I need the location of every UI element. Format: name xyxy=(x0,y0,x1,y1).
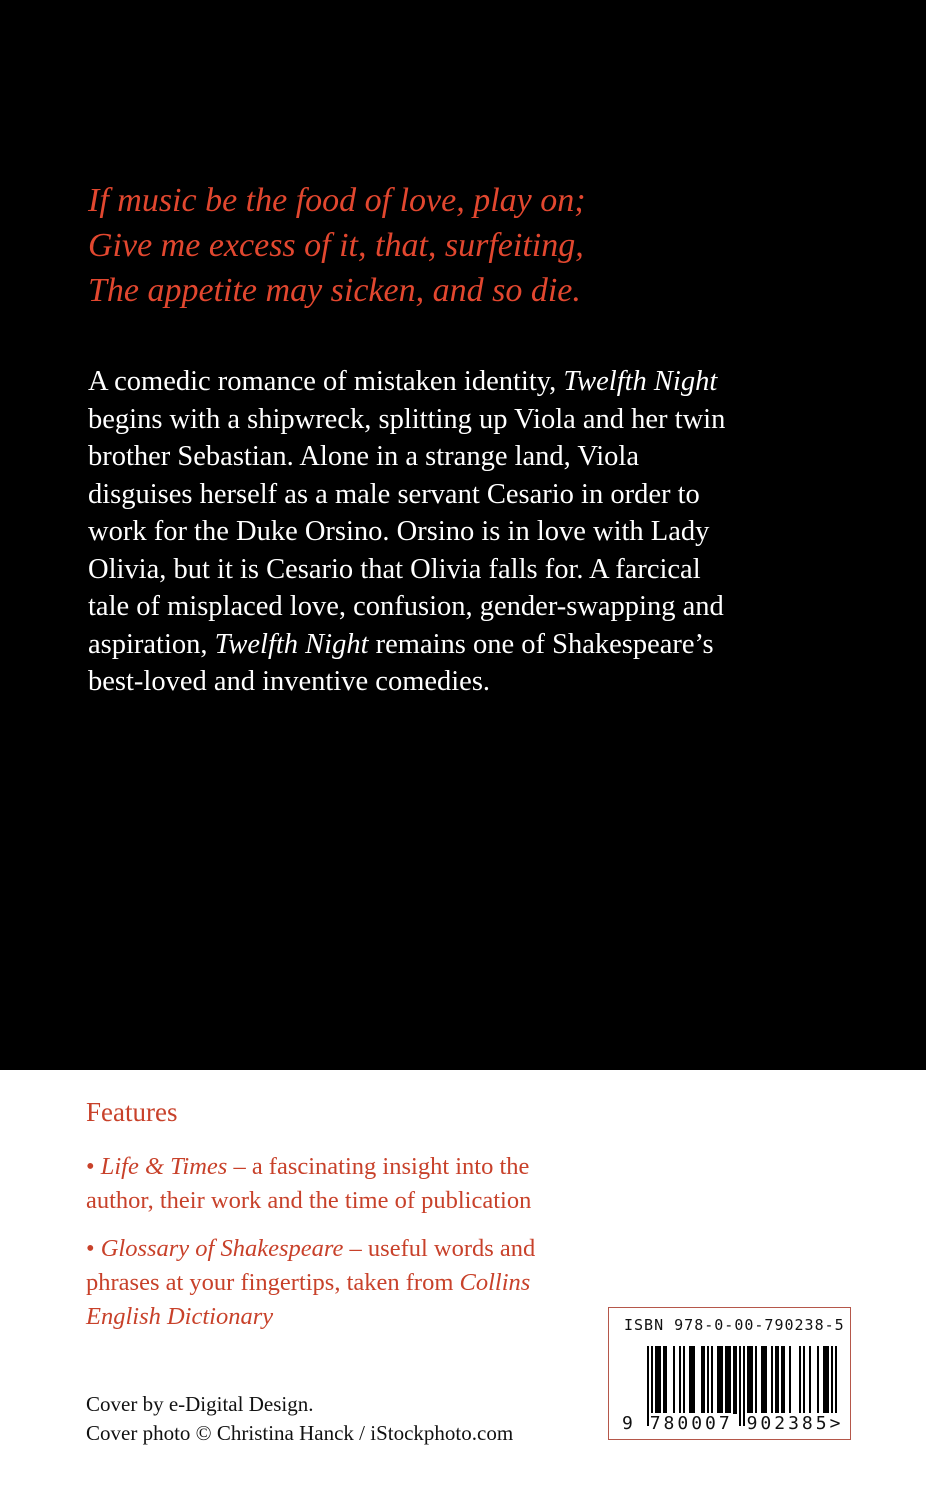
barcode-bar xyxy=(693,1346,695,1414)
digit-group: 902385 xyxy=(746,1413,830,1434)
title-em: Twelfth Night xyxy=(563,366,718,397)
feature-title: Glossary of Shakespeare xyxy=(100,1235,344,1262)
barcode-bar xyxy=(703,1346,705,1414)
barcode-bar xyxy=(777,1346,779,1414)
barcode-bar xyxy=(747,1346,749,1414)
quote-line: The appetite may sicken, and so die. xyxy=(88,272,581,309)
barcode-bar xyxy=(717,1346,719,1414)
barcode-bar xyxy=(683,1346,685,1414)
blurb-line: work for the Duke Orsino. Orsino is in love with Lady xyxy=(88,516,710,547)
digit: 9 xyxy=(622,1413,636,1434)
barcode-bar xyxy=(711,1346,713,1414)
credit-line: Cover photo © Christina Hanck / iStockphoto.com xyxy=(86,1421,514,1445)
barcode-bar xyxy=(789,1346,791,1414)
feature-text: phrases at your fingertips, taken from xyxy=(86,1269,460,1296)
barcode-bar xyxy=(657,1346,659,1414)
barcode-bar xyxy=(673,1346,675,1414)
feature-em: Collins xyxy=(459,1269,531,1296)
barcode-bar xyxy=(707,1346,709,1414)
barcode-bar xyxy=(749,1346,751,1414)
blurb-line: brother Sebastian. Alone in a strange land, Viola xyxy=(88,441,640,472)
feature-text: author, their work and the time of publication xyxy=(86,1187,532,1214)
barcode-bar xyxy=(727,1346,729,1414)
barcode-bar xyxy=(761,1346,763,1414)
feature-item xyxy=(86,1232,535,1334)
barcode-bar xyxy=(825,1346,827,1414)
barcode-bar xyxy=(701,1346,703,1414)
feature-text: – useful words and xyxy=(343,1235,536,1262)
bullet: • xyxy=(86,1153,101,1180)
epigraph-quote xyxy=(88,178,586,313)
barcode-bar xyxy=(763,1346,765,1414)
barcode-bar xyxy=(689,1346,691,1414)
quote-line: If music be the food of love, play on; xyxy=(88,182,586,219)
blurb-line xyxy=(88,363,725,401)
barcode-bar xyxy=(775,1346,777,1414)
cover-credits xyxy=(86,1390,513,1448)
isbn-label: ISBN 978-0-00-790238-5 xyxy=(624,1316,845,1334)
barcode-bar xyxy=(665,1346,667,1414)
credit-line: Cover by e-Digital Design. xyxy=(86,1392,314,1416)
barcode-bar xyxy=(691,1346,693,1414)
barcode-bar xyxy=(751,1346,753,1414)
barcode-bar xyxy=(817,1346,819,1414)
title-em: Twelfth Night xyxy=(214,628,369,660)
barcode-bar xyxy=(735,1346,737,1414)
blurb-line: Olivia, but it is Cesario that Olivia falls for. A farcical xyxy=(88,553,701,585)
barcode-bar xyxy=(809,1346,811,1414)
barcode-bar xyxy=(783,1346,785,1414)
barcode-bar xyxy=(823,1346,825,1414)
blurb-line: disguises herself as a male servant Cesario in order to xyxy=(88,478,700,510)
barcode-bar xyxy=(659,1346,661,1414)
barcode-digits xyxy=(622,1413,843,1434)
blurb-line: begins with a shipwreck, splitting up Viola and her twin xyxy=(88,403,726,435)
barcode-bar xyxy=(733,1346,735,1414)
text: aspiration, xyxy=(88,628,215,660)
blurb-line: tale of misplaced love, confusion, gender-swapping and xyxy=(88,591,724,622)
feature-text: – a fascinating insight into the xyxy=(227,1153,530,1180)
barcode-bar xyxy=(755,1346,757,1414)
barcode-bar xyxy=(803,1346,805,1414)
barcode-bar xyxy=(721,1346,723,1414)
features-heading: Features xyxy=(86,1097,178,1127)
digit-group: 780007 xyxy=(649,1413,733,1434)
barcode-bar xyxy=(781,1346,783,1414)
feature-em: English Dictionary xyxy=(86,1303,274,1330)
barcode-bar xyxy=(771,1346,773,1414)
isbn-barcode-box xyxy=(608,1307,851,1440)
barcode-bar xyxy=(679,1346,681,1414)
barcode-bar xyxy=(719,1346,721,1414)
quote-line: Give me excess of it, that, surfeiting, xyxy=(88,227,584,264)
feature-title: Life & Times xyxy=(100,1153,228,1180)
features-section xyxy=(86,1092,535,1334)
blurb-line xyxy=(88,626,725,664)
bullet: • xyxy=(86,1235,101,1262)
quiet-zone-marker: > xyxy=(829,1413,844,1434)
barcode-bar xyxy=(663,1346,665,1414)
barcode-bar xyxy=(827,1346,829,1414)
blurb-line: best-loved and inventive comedies. xyxy=(88,666,491,697)
text: A comedic romance of mistaken identity, xyxy=(88,366,564,397)
barcode-bar xyxy=(799,1346,801,1414)
barcode-bar xyxy=(725,1346,727,1414)
feature-item xyxy=(86,1150,535,1218)
barcode-bar xyxy=(655,1346,657,1414)
text: remains one of Shakespeare’s xyxy=(368,628,714,660)
barcode-bar xyxy=(765,1346,767,1414)
barcode-bar xyxy=(729,1346,731,1414)
blurb xyxy=(88,363,725,701)
